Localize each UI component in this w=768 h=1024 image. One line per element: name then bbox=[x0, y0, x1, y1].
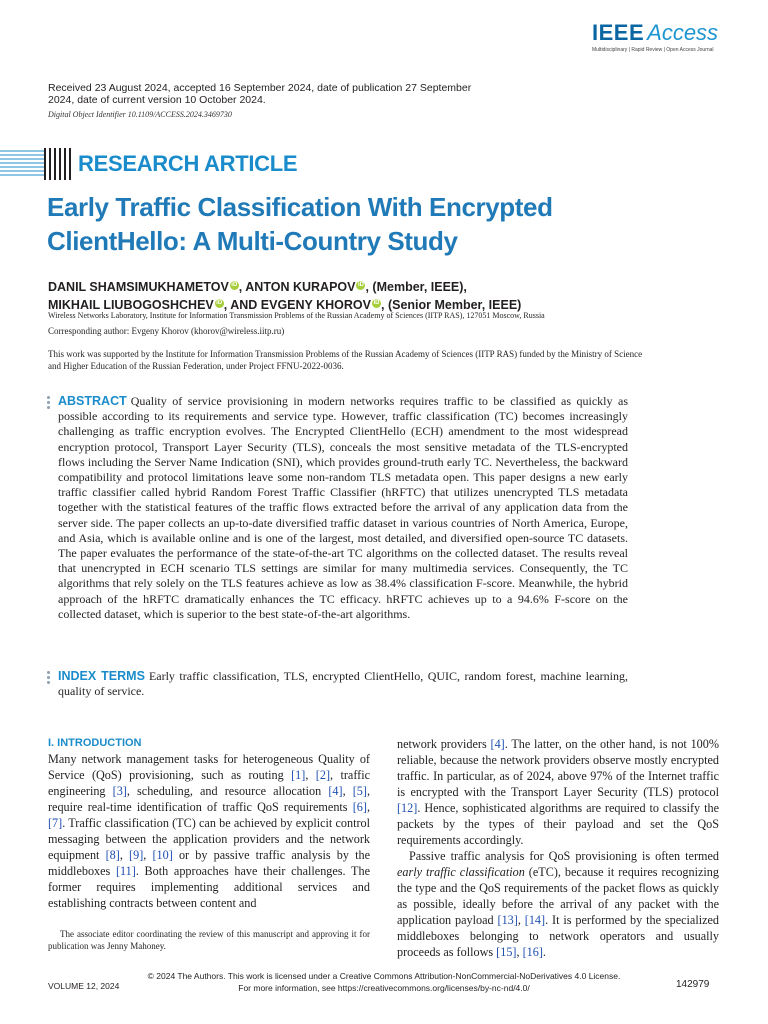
citation-link[interactable]: [3] bbox=[112, 784, 127, 798]
received-dates: Received 23 August 2024, accepted 16 September 2024, date of publication 27 September 2024, date of current version 10 October 2024. bbox=[48, 82, 472, 106]
citation-link[interactable]: [13] bbox=[497, 913, 518, 927]
citation-link[interactable]: [9] bbox=[129, 848, 144, 862]
author-name: MIKHAIL LIUBOGOSHCHEV bbox=[48, 298, 214, 312]
section-heading: I. INTRODUCTION bbox=[48, 737, 142, 749]
body-paragraph: Many network management tasks for heterogeneous Quality of Service (QoS) provisioning, such as routing [1], [2], traffic engineering [3], scheduling, and resource allocation [4], [5], require real-time identification of traffic QoS requirements [6], [7]. Traffic classification (TC) can be achieved by explicit control messaging between the application providers and the network equipment [8], [9], [10] or by passive traffic analysis by the middleboxes [11]. Both approaches have their challenges. The former requires implementing additional services and establishing contracts between content and bbox=[48, 752, 371, 910]
editor-footnote: The associate editor coordinating the review of this manuscript and approving it for publication was Jenny Mahoney. bbox=[48, 929, 370, 951]
affiliation: Wireless Networks Laboratory, Institute for Information Transmission Problems of the Russian Academy of Sciences (IITP RAS), 127051 Moscow, Russia bbox=[48, 311, 545, 320]
author-name: , ANTON KURAPOV bbox=[238, 280, 356, 294]
citation-link[interactable]: [1] bbox=[291, 768, 306, 782]
footer-volume: VOLUME 12, 2024 bbox=[48, 981, 120, 991]
citation-link[interactable]: [10] bbox=[152, 848, 173, 862]
abstract-dots-decoration bbox=[47, 396, 51, 411]
body-paragraph: Passive traffic analysis for QoS provisioning is often termed early traffic classification (eTC), because it requires recognizing the type and the QoS requirements of the packet flows as quickly as possible, ideally before the arrival of any packet with the application payload [13], [14]. It is performed by the specialized middleboxes belonging to network operators and usually proceeds as follows [15], [16]. bbox=[397, 849, 719, 959]
doi: Digital Object Identifier 10.1109/ACCESS.2024.3469730 bbox=[48, 110, 232, 119]
citation-link[interactable]: [15] bbox=[496, 945, 517, 959]
body-column-right bbox=[397, 736, 719, 960]
index-terms-dots-decoration bbox=[47, 671, 51, 686]
journal-tagline: Multidisciplinary | Rapid Review | Open Access Journal bbox=[592, 47, 714, 53]
orcid-icon[interactable]: iD bbox=[373, 299, 380, 306]
license-statement: © 2024 The Authors. This work is licensed under a Creative Commons Attribution-NonCommercial-NoDerivatives 4.0 License. bbox=[147, 971, 621, 981]
abstract-label: ABSTRACT bbox=[58, 394, 127, 408]
citation-link[interactable]: [4] bbox=[328, 784, 343, 798]
abstract-text: Quality of service provisioning in modern networks requires traffic to be classified as quickly as possible according to its requirements and service type. However, traffic classification (TC) becomes increasingly challenging as traffic encryption evolves. The Encrypted ClientHello (ECH) amendment to the most widespread encryption protocol, Transport Layer Security (TLS), conceals the most sensitive metadata of the TLS-encrypted flows including the Server Name Indication (SNI), which provides ground-truth early TC. Nevertheless, the backward compatibility and protocol limitations leave some non-random TLS metadata open. This paper designs a new early traffic classifier called hybrid Random Forest Traffic Classifier (hRFTC) that utilizes unencrypted TLS metadata together with the statistical features of the traffic flows extracted before the arrival of any application data from the server side. The paper collects an up-to-date diversified traffic dataset in various countries of North America, Europe, and Asia, which is available online and is one of the largest, most detailed, and diversified open-source TC datasets. The paper evaluates the performance of the state-of-the-art TC algorithms on the collected dataset. The results reveal that unencrypted in ECH scenario TLS settings are similar for many multimedia services. Consequently, the TC algorithms that rely solely on the TLS features achieve as low as 38.4% classification F-score. Meanwhile, the hybrid approach of the hRFTC dramatically enhances the TC efficacy. hRFTC achieves up to a 94.6% F-score on the collected dataset, which is superior to the best state-of-the-art algorithms. bbox=[58, 394, 628, 621]
citation-link[interactable]: [12] bbox=[397, 801, 418, 815]
citation-link[interactable]: [5] bbox=[352, 784, 367, 798]
paper-title: Early Traffic Classification With Encrypted ClientHello: A Multi-Country Study bbox=[47, 192, 553, 256]
abstract bbox=[58, 394, 628, 622]
funding-note: This work was supported by the Institute for Information Transmission Problems of the Russian Academy of Sciences (IITP RAS) funded by the Ministry of Science and Higher Education of the Russian Federation, under Project FFNU-2022-0036. bbox=[48, 349, 643, 371]
citation-link[interactable]: [11] bbox=[115, 864, 136, 878]
page-number: 142979 bbox=[676, 979, 710, 990]
author-list bbox=[48, 278, 728, 314]
body-paragraph: network providers [4]. The latter, on the other hand, is not 100% reliable, because the network providers observe mostly encrypted traffic. In particular, as of 2024, above 97% of the Internet traffic is encrypted with the Transport Layer Security (TLS) protocol [12]. Hence, sophisticated algorithms are required to classify the packets by the types of their payload and set the QoS requirements accordingly. bbox=[397, 737, 719, 847]
index-terms-text: Early traffic classification, TLS, encrypted ClientHello, QUIC, random forest, machine learning, quality of service. bbox=[58, 669, 628, 699]
body-column-left bbox=[48, 736, 370, 911]
orcid-icon[interactable]: iD bbox=[216, 299, 223, 306]
author-name: , AND EVGENY KHOROV bbox=[223, 298, 371, 312]
author-name: DANIL SHAMSIMUKHAMETOV bbox=[48, 280, 229, 294]
banner-stripes-decoration bbox=[0, 148, 44, 180]
author-membership: , (Member, IEEE), bbox=[365, 280, 467, 294]
orcid-icon[interactable]: iD bbox=[357, 281, 364, 288]
journal-logo bbox=[592, 20, 722, 56]
author-membership: , (Senior Member, IEEE) bbox=[381, 298, 522, 312]
citation-link[interactable]: [2] bbox=[315, 768, 331, 782]
corresponding-author: Corresponding author: Evgeny Khorov (khorov@wireless.iitp.ru) bbox=[48, 326, 285, 336]
citation-link[interactable]: [8] bbox=[105, 848, 120, 862]
journal-name-ieee: IEEE bbox=[592, 20, 645, 45]
index-terms bbox=[58, 669, 628, 699]
banner-bars-decoration bbox=[44, 148, 74, 180]
citation-link[interactable]: [4] bbox=[490, 737, 505, 751]
license-link[interactable]: For more information, see https://creativecommons.org/licenses/by-nc-nd/4.0/ bbox=[238, 983, 530, 993]
citation-link[interactable]: [16] bbox=[522, 945, 543, 959]
orcid-icon[interactable]: iD bbox=[231, 281, 238, 288]
index-terms-label: INDEX TERMS bbox=[58, 669, 145, 683]
citation-link[interactable]: [6] bbox=[352, 800, 367, 814]
article-type-label: RESEARCH ARTICLE bbox=[78, 151, 298, 176]
citation-link[interactable]: [14] bbox=[524, 913, 546, 927]
citation-link[interactable]: [7] bbox=[48, 816, 63, 830]
journal-name-access: Access bbox=[647, 20, 719, 45]
